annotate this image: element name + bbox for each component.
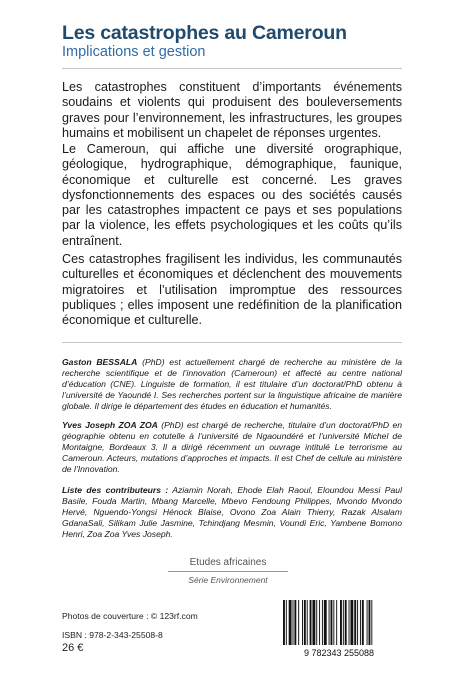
barcode-bar [312, 600, 315, 645]
barcode-bar [322, 600, 323, 645]
summary-paragraph-3: Ces catastrophes fragilisent les individus, les communautés culturelles et économiques et déclenchent des mouvements migratoires et l’utilisation impromptue des ressources publiques ; elles imposent une redéfinition de la planification économique et culturelle. [62, 252, 402, 328]
contributors-label: Liste des contributeurs : [62, 485, 169, 495]
barcode-bar [316, 600, 317, 645]
price: 26 € [62, 642, 84, 654]
author-bio-1 [62, 357, 402, 412]
summary-paragraph-1: Les catastrophes constituent d’importants événements soudains et violents qui produisent des bouleversements graves pour l’environnement, les infrastructures, les groupes humains et mobilisent un chapelet de réponses urgentes. [62, 80, 402, 140]
barcode-bar [349, 600, 350, 645]
barcode-bar [302, 600, 303, 645]
contributors-list [62, 485, 402, 540]
book-title: Les catastrophes au Cameroun [62, 22, 347, 44]
series-divider [168, 571, 288, 572]
barcode-bar [310, 600, 312, 645]
barcode-bar [357, 600, 358, 645]
barcode-bar [371, 600, 372, 645]
barcode-bar [283, 600, 285, 645]
barcode-bar [369, 600, 371, 645]
barcode-bar [289, 600, 292, 645]
barcode-bar [340, 600, 342, 645]
author-name-1: Gaston BESSALA [62, 357, 138, 367]
barcode-digits: 9 782343 255088 [303, 648, 375, 658]
barcode-bar [343, 600, 344, 645]
barcode-bar [360, 600, 361, 645]
barcode-bars [283, 600, 372, 645]
contributors-names: Aziamin Norah, Ehode Elah Raoul, Eloundou Messi Paul Basile, Fouda Martin, Mbang Marcelle, Mbevo Fendoung Philippes, Mvondo Mvondo Hervé, Nguendo-Yongsi Hénock Blaise, Ovono Zoa Alain Thierry, Razak Alsalam GdanaSali, Silikam Julie Jasmine, Tchindjang Mesmin, Voundi Eric, Yambene Bomono Henri, Zoa Zoa Yves Joseph. [62, 485, 402, 540]
barcode-bar [319, 600, 320, 645]
barcode-bar [286, 600, 287, 645]
barcode-bar [354, 600, 356, 645]
barcode-bar [324, 600, 327, 645]
series-subtitle: Série Environnement [188, 575, 268, 585]
author-name-2: Yves Joseph ZOA ZOA [62, 420, 158, 430]
barcode-bar [304, 600, 306, 645]
book-subtitle: Implications et gestion [62, 44, 206, 60]
series-title: Etudes africaines [189, 557, 267, 568]
summary-paragraph-2: Le Cameroun, qui affiche une diversité orographique, géologique, hydrographique, démographique, faunique, économique et culturelle est concerné. Les graves dysfonctionnements des espaces ou des sociétés causés par les catastrophes impactent ce pays et ses populations par la violence, les effets psychologiques et les coûts qu’ils entraînent. [62, 142, 402, 248]
author-bio-text-1: (PhD) est actuellement chargé de recherche au ministère de la recherche scientifique et de l’innovation (Cameroun) et affecté au centre national d’éducation (CNE). Linguiste de formation, il est titulaire d’un doctorat/PhD obtenu à l’université de Yaoundé I. Ses recherches portent sur la linguistique africaine de manière globale. Il dirige le département des études en éducation et humanités. [62, 357, 402, 412]
barcode-bar [345, 600, 347, 645]
barcode-bar [362, 600, 364, 645]
barcode-bar [294, 600, 296, 645]
barcode [275, 600, 403, 658]
author-bio-text-2: (PhD) est chargé de recherche, titulaire d’un doctorat/PhD en géographie obtenu en cotutelle à l’université de Ngaoundéré et l’université Michel de Montaigne, Bordeaux 3. Il a dirigé récemment un ouvrage intitulé Le terrorisme au Cameroun. Acteurs, mutations d’approches et impacts. Il est Chef de cellule au ministère de l’Innovation. [62, 420, 403, 475]
photo-credits: Photos de couverture : © 123rf.com [62, 611, 198, 621]
series-label [168, 557, 288, 585]
barcode-bar [298, 600, 299, 645]
barcode-bar [331, 600, 333, 645]
barcode-bar [350, 600, 353, 645]
barcode-bar [333, 600, 334, 645]
barcode-bar [329, 600, 330, 645]
barcode-bar [293, 600, 294, 645]
barcode-bar [307, 600, 308, 645]
author-bio-2 [62, 420, 402, 475]
isbn: ISBN : 978-2-343-25508-8 [62, 630, 163, 640]
barcode-bar [336, 600, 337, 645]
barcode-bar [367, 600, 368, 645]
top-divider [62, 68, 402, 69]
middle-divider [62, 342, 402, 343]
